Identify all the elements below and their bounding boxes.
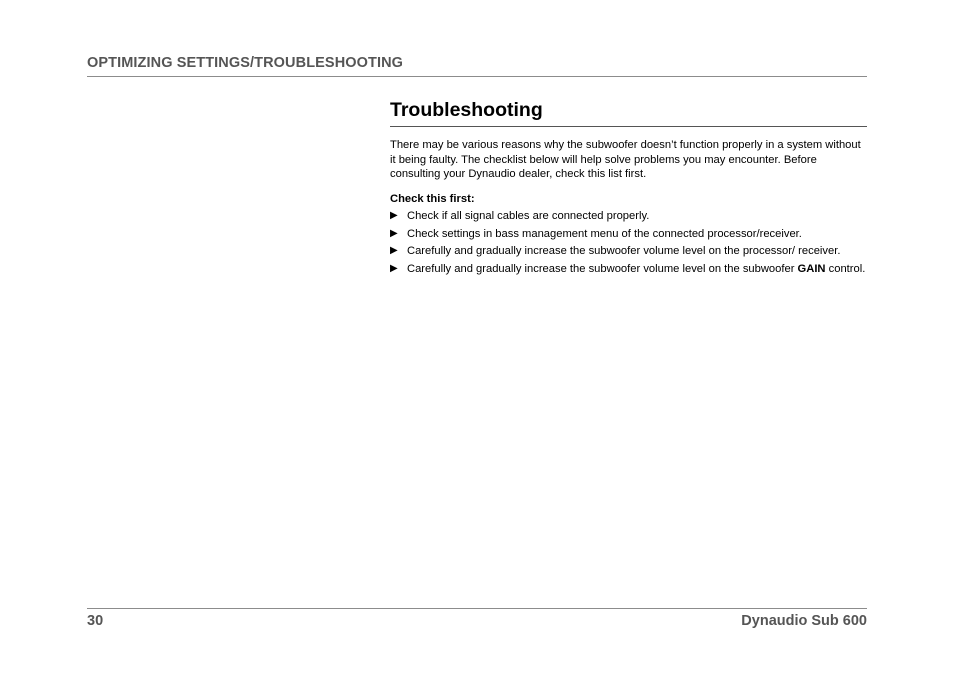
list-item <box>390 227 868 242</box>
list-item-text: Carefully and gradually increase the subwoofer volume level on the processor/ receiver. <box>407 245 841 258</box>
page-title: Troubleshooting <box>390 99 543 121</box>
page-number: 30 <box>87 613 104 629</box>
footer-divider <box>87 608 867 609</box>
list-item-text <box>407 263 865 275</box>
checklist <box>390 209 868 279</box>
gain-control-label: GAIN <box>797 262 826 275</box>
product-name: Dynaudio Sub 600 <box>741 613 867 629</box>
list-item-text: Check if all signal cables are connected properly. <box>407 210 650 222</box>
list-item <box>390 209 868 224</box>
triangle-bullet-icon: ▶ <box>390 262 398 274</box>
list-item-text-after: control. <box>825 262 866 275</box>
checklist-heading: Check this first: <box>390 193 475 205</box>
triangle-bullet-icon: ▶ <box>390 245 398 257</box>
list-item <box>390 244 868 259</box>
title-underline <box>390 126 867 127</box>
section-header: OPTIMIZING SETTINGS/TROUBLESHOOTING <box>87 55 404 71</box>
triangle-bullet-icon: ▶ <box>390 210 398 221</box>
list-item-text-before: Carefully and gradually increase the subwoofer volume level on the subwoofer <box>407 262 798 275</box>
triangle-bullet-icon: ▶ <box>390 227 398 239</box>
list-item <box>390 262 868 277</box>
header-divider <box>87 76 867 77</box>
list-item-text: Check settings in bass management menu of the connected processor/receiver. <box>407 227 802 240</box>
intro-paragraph: There may be various reasons why the subwoofer doesn’t function properly in a system without it being faulty. The checklist below will help solve problems you may encounter. Before consulting your Dynaudio dealer, check this list first. <box>390 139 861 181</box>
